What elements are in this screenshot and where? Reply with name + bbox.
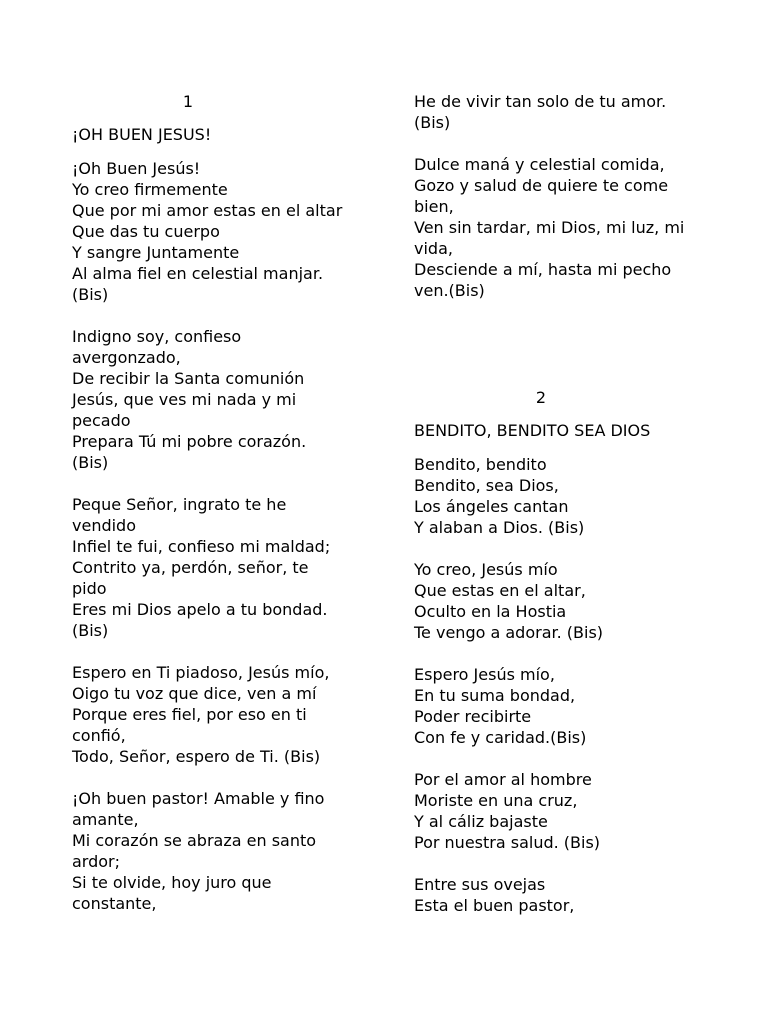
lyric-line: Poder recibirte [414,707,532,726]
lyric-line: amante, [72,810,139,829]
lyric-line: constante, [72,894,157,913]
lyric-line: Infiel te fui, confieso mi maldad; [72,537,331,556]
lyric-line: Y sangre Juntamente [72,243,240,262]
lyric-line: Desciende a mí, hasta mi pecho [414,260,672,279]
lyric-line: Bendito, sea Dios, [414,476,559,495]
song-1-stanza [72,494,372,641]
lyric-line: Bendito, bendito [414,455,547,474]
lyric-line: En tu suma bondad, [414,686,576,705]
song-1-stanza [72,788,372,914]
lyric-line: Por nuestra salud. (Bis) [414,833,601,852]
lyric-line: ven.(Bis) [414,281,485,300]
lyric-line: ardor; [72,852,121,871]
lyric-line: avergonzado, [72,348,181,367]
lyric-line: Espero en Ti piadoso, Jesús mío, [72,663,330,682]
lyric-line: vida, [414,239,453,258]
song-1-title: ¡OH BUEN JESUS! [72,125,212,144]
lyric-line: Prepara Tú mi pobre corazón. [72,432,307,451]
lyric-line: Yo creo firmemente [72,180,228,199]
lyric-line: (Bis) [414,113,451,132]
song-1-stanza [414,154,719,301]
song-2-stanzas [414,454,719,916]
song-2-stanza [414,769,719,853]
lyric-line: Jesús, que ves mi nada y mi [72,390,297,409]
lyric-line: De recibir la Santa comunión [72,369,305,388]
song-2-stanza [414,559,719,643]
lyric-line: Que das tu cuerpo [72,222,220,241]
lyric-line: (Bis) [72,285,109,304]
lyric-line: Mi corazón se abraza en santo [72,831,317,850]
lyric-line: ¡Oh buen pastor! Amable y fino [72,789,325,808]
lyric-line: Porque eres fiel, por eso en ti [72,705,307,724]
lyric-line: Ven sin tardar, mi Dios, mi luz, mi [414,218,685,237]
song-1-stanza [72,158,372,305]
lyric-line: confió, [72,726,126,745]
lyric-line: Oigo tu voz que dice, ven a mí [72,684,317,703]
lyric-line: pido [72,579,107,598]
lyric-line: Los ángeles cantan [414,497,569,516]
lyric-line: Con fe y caridad.(Bis) [414,728,587,747]
lyric-line: Y alaban a Dios. (Bis) [414,518,585,537]
lyric-line: Al alma fiel en celestial manjar. [72,264,324,283]
lyric-line: (Bis) [72,621,109,640]
lyric-line: Que estas en el altar, [414,581,586,600]
lyric-line: Y al cáliz bajaste [414,812,548,831]
lyric-line: bien, [414,197,454,216]
lyric-line: Todo, Señor, espero de Ti. (Bis) [72,747,321,766]
lyric-line: pecado [72,411,131,430]
lyric-line: Si te olvide, hoy juro que [72,873,272,892]
song-2-stanza [414,454,719,538]
lyric-line: Espero Jesús mío, [414,665,555,684]
song-2-title: BENDITO, BENDITO SEA DIOS [414,421,651,440]
lyric-line: Que por mi amor estas en el altar [72,201,343,220]
song-1-stanzas [72,158,372,914]
lyric-line: Dulce maná y celestial comida, [414,155,665,174]
lyric-line: Indigno soy, confieso [72,327,242,346]
song-2-number: 2 [535,388,547,407]
lyric-line: Entre sus ovejas [414,875,546,894]
song-1-column [72,91,372,935]
lyric-line: Contrito ya, perdón, señor, te [72,558,309,577]
song-2-column [414,387,719,937]
song-2-stanza [414,874,719,916]
lyric-line: Te vengo a adorar. (Bis) [414,623,604,642]
song-1-number: 1 [182,92,194,111]
lyric-line: ¡Oh Buen Jesús! [72,159,201,178]
song-1-stanza [72,326,372,473]
lyric-line: Gozo y salud de quiere te come [414,176,669,195]
lyric-line: vendido [72,516,136,535]
song-1-continuation-column [414,91,719,322]
lyric-line: He de vivir tan solo de tu amor. [414,92,667,111]
lyric-line: Moriste en una cruz, [414,791,578,810]
song-1-stanza [414,91,719,133]
lyric-line: (Bis) [72,453,109,472]
lyric-line: Oculto en la Hostia [414,602,567,621]
lyric-line: Peque Señor, ingrato te he [72,495,287,514]
lyric-line: Esta el buen pastor, [414,896,575,915]
song-1-continued-stanzas [414,91,719,301]
lyric-line: Eres mi Dios apelo a tu bondad. [72,600,328,619]
song-1-stanza [72,662,372,767]
song-2-stanza [414,664,719,748]
lyric-line: Yo creo, Jesús mío [414,560,558,579]
lyric-line: Por el amor al hombre [414,770,592,789]
